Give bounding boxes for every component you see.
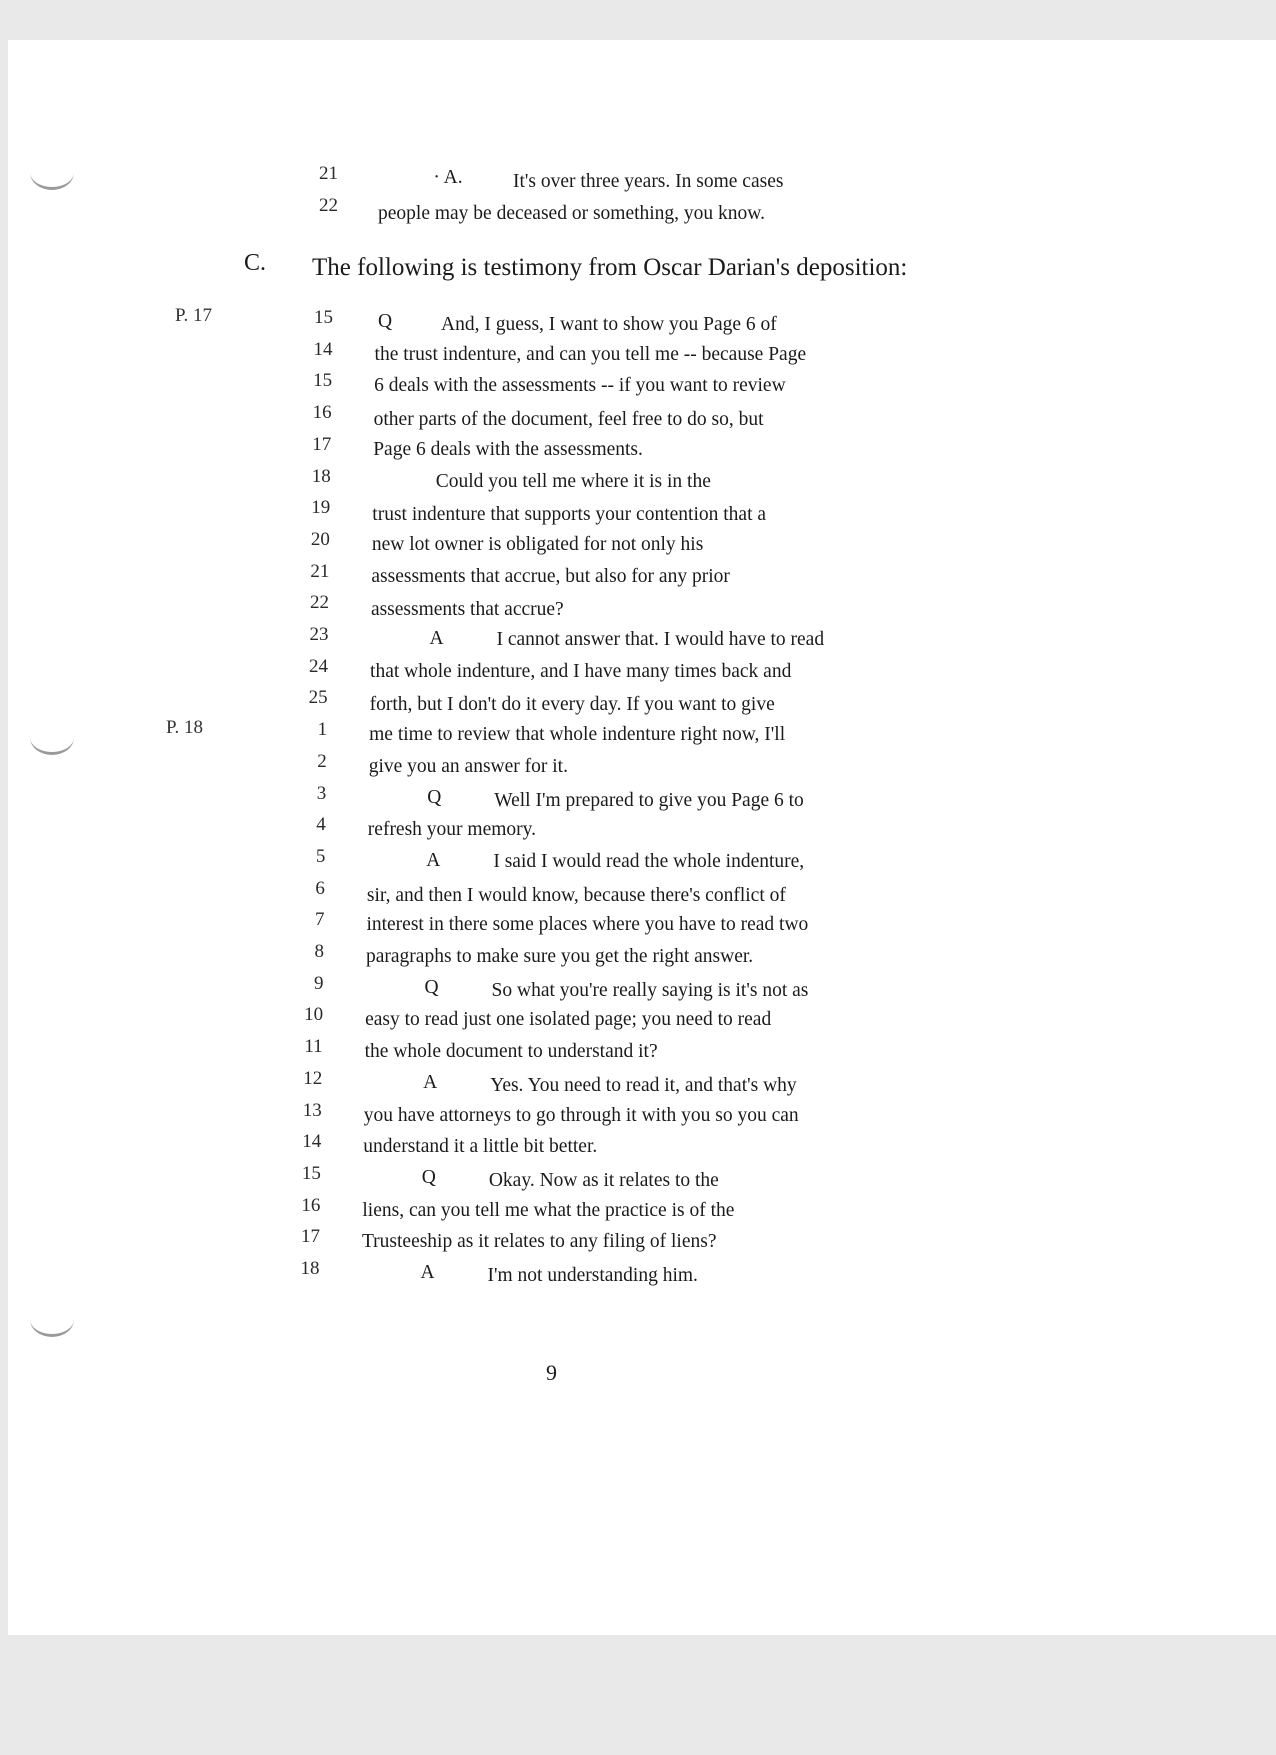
punch-hole <box>30 720 74 755</box>
transcript-line: Yes. You need to read it, and that's why <box>490 1074 797 1096</box>
transcript-line: understand it a little bit better. <box>363 1136 598 1158</box>
speaker-marker: Q <box>377 311 393 332</box>
speaker-marker: A <box>420 1262 435 1283</box>
line-number: 5 <box>315 845 326 867</box>
line-number: 17 <box>312 433 332 455</box>
transcript-line: forth, but I don't do it every day. If you want to give <box>369 694 775 716</box>
punch-hole <box>30 155 74 190</box>
transcript-line: So what you're really saying is it's not as <box>491 979 809 1001</box>
excerpt-line: people may be deceased or something, you know. <box>378 203 766 224</box>
transcript-line: I said I would read the whole indenture, <box>493 850 805 872</box>
line-number: 22 <box>309 592 329 614</box>
transcript-line: assessments that accrue? <box>370 599 564 621</box>
transcript-line: that whole indenture, and I have many times back and <box>370 660 792 682</box>
section-label: C. <box>244 250 267 276</box>
line-number: 13 <box>302 1099 322 1121</box>
transcript-line: 6 deals with the assessments -- if you want to review <box>374 375 786 397</box>
transcript-line: refresh your memory. <box>367 819 537 841</box>
line-number: 12 <box>303 1067 323 1089</box>
line-number: 1 <box>317 719 328 741</box>
transcript-line: I cannot answer that. I would have to read <box>496 629 825 650</box>
section-heading: The following is testimony from Oscar Darian's deposition: <box>312 254 908 281</box>
speaker-marker: A <box>429 628 444 649</box>
transcript-line: the whole document to understand it? <box>364 1041 658 1063</box>
line-number: 15 <box>313 370 333 392</box>
transcript-line: liens, can you tell me what the practice is of the <box>362 1199 735 1221</box>
transcript-line: Trusteeship as it relates to any filing of liens? <box>361 1231 717 1253</box>
transcript-line: interest in there some places where you have to read two <box>366 914 809 936</box>
line-number: 4 <box>316 814 326 836</box>
transcript-line: assessments that accrue, but also for any prior <box>371 565 730 587</box>
line-number: 19 <box>311 497 331 519</box>
line-number: 21 <box>319 163 338 184</box>
line-number: 20 <box>310 528 330 550</box>
line-number: 15 <box>314 307 333 328</box>
transcript-line: Okay. Now as it relates to the <box>488 1169 719 1191</box>
line-number: 24 <box>309 655 329 677</box>
speaker-marker: · A. <box>433 167 463 188</box>
speaker-marker: Q <box>427 786 442 808</box>
document-page <box>8 40 1276 1635</box>
transcript-line: new lot owner is obligated for not only his <box>371 533 704 555</box>
line-number: 23 <box>309 624 329 645</box>
page-number: 9 <box>546 1360 557 1385</box>
transcript-line: sir, and then I would know, because there's conflict of <box>366 884 786 906</box>
line-number: 3 <box>316 782 327 804</box>
line-number: 6 <box>315 877 325 899</box>
line-number: 16 <box>301 1194 321 1216</box>
line-number: 15 <box>301 1162 321 1184</box>
margin-page-ref: P. 18 <box>166 717 203 738</box>
transcript-line: Well I'm prepared to give you Page 6 to <box>494 789 804 811</box>
transcript-line: me time to review that whole indenture right now, I'll <box>369 724 786 746</box>
transcript-line: other parts of the document, feel free to do so, but <box>373 409 764 431</box>
line-number: 16 <box>312 402 332 424</box>
speaker-marker: Q <box>424 976 439 998</box>
line-number: 7 <box>314 909 325 931</box>
punch-hole <box>30 1302 74 1337</box>
line-number: 22 <box>319 195 338 216</box>
transcript-line: I'm not understanding him. <box>487 1265 698 1286</box>
line-number: 25 <box>308 687 328 709</box>
line-number: 14 <box>302 1131 322 1153</box>
transcript-line: trust indenture that supports your contention that a <box>372 504 767 526</box>
line-number: 18 <box>300 1258 320 1279</box>
transcript-line: And, I guess, I want to show you Page 6 of <box>441 314 777 335</box>
line-number: 17 <box>300 1226 320 1248</box>
line-number: 2 <box>317 750 327 772</box>
line-number: 8 <box>314 941 324 962</box>
transcript-line: Could you tell me where it is in the <box>435 470 711 492</box>
line-number: 21 <box>310 560 330 582</box>
line-number: 9 <box>314 972 324 994</box>
transcript-line: easy to read just one isolated page; you need to read <box>365 1009 772 1031</box>
speaker-marker: Q <box>421 1166 436 1188</box>
line-number: 11 <box>304 1036 323 1058</box>
line-number: 18 <box>311 465 331 487</box>
line-number: 14 <box>313 338 333 360</box>
transcript-line: paragraphs to make sure you get the right answer. <box>366 946 754 967</box>
excerpt-line: It's over three years. In some cases <box>513 171 784 192</box>
transcript-line: you have attorneys to go through it with you so you can <box>363 1104 799 1126</box>
transcript-line: Page 6 deals with the assessments. <box>373 438 643 460</box>
speaker-marker: A <box>426 849 441 871</box>
transcript-line: give you an answer for it. <box>368 755 568 777</box>
margin-page-ref: P. 17 <box>175 305 212 326</box>
line-number: 10 <box>304 1004 324 1026</box>
transcript-line: the trust indenture, and can you tell me -- because Page <box>374 343 807 365</box>
speaker-marker: A <box>423 1071 438 1093</box>
